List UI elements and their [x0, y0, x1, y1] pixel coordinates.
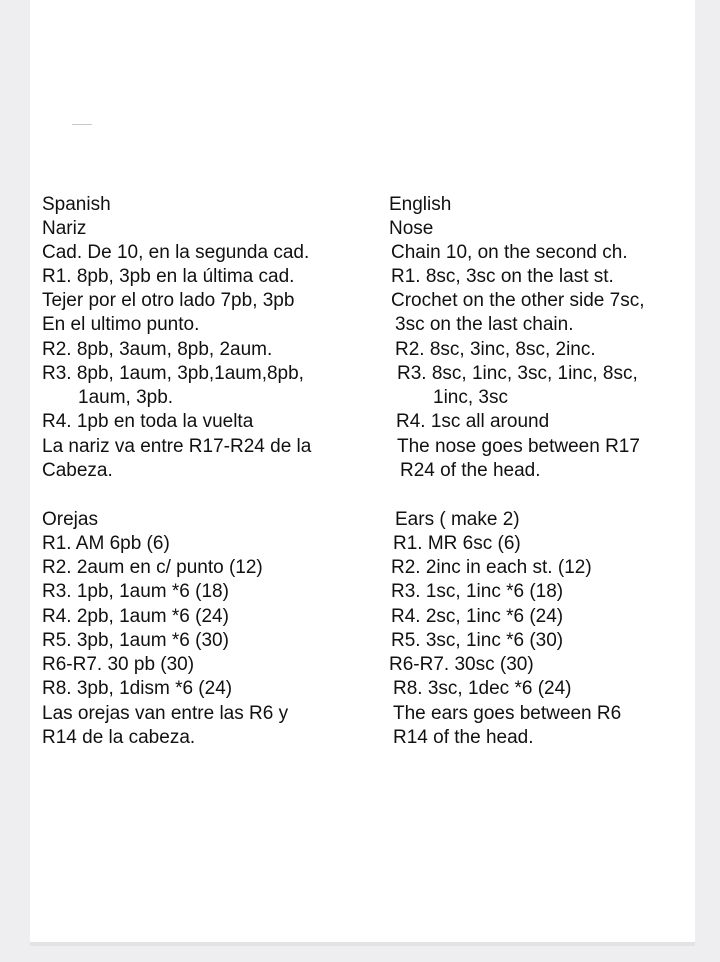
- english-line: R6-R7. 30sc (30): [389, 654, 534, 675]
- english-line: R3. 8sc, 1inc, 3sc, 1inc, 8sc,: [397, 363, 638, 384]
- spanish-line: R1. AM 6pb (6): [42, 533, 170, 554]
- document-page: [30, 0, 695, 942]
- english-section-ears: Ears ( make 2): [395, 509, 520, 530]
- spanish-line: R4. 2pb, 1aum *6 (24): [42, 606, 229, 627]
- english-line: R24 of the head.: [400, 460, 541, 481]
- english-line: R1. MR 6sc (6): [393, 533, 521, 554]
- page-shadow: [30, 942, 695, 946]
- spanish-line: R1. 8pb, 3pb en la última cad.: [42, 266, 295, 287]
- spanish-line: R2. 2aum en c/ punto (12): [42, 557, 263, 578]
- spanish-line: R5. 3pb, 1aum *6 (30): [42, 630, 229, 651]
- spanish-line: R8. 3pb, 1dism *6 (24): [42, 678, 233, 699]
- english-line: R3. 1sc, 1inc *6 (18): [391, 581, 564, 602]
- spanish-line: Cabeza.: [42, 460, 113, 481]
- english-heading: English: [389, 194, 452, 215]
- faint-dash: [72, 124, 92, 125]
- english-line: The ears goes between R6: [393, 703, 622, 724]
- spanish-line: R6-R7. 30 pb (30): [42, 654, 195, 675]
- spanish-line: R3. 8pb, 1aum, 3pb,1aum,8pb,: [42, 363, 304, 384]
- english-line: R8. 3sc, 1dec *6 (24): [393, 678, 572, 699]
- english-line: R14 of the head.: [393, 727, 534, 748]
- english-line: Crochet on the other side 7sc,: [391, 290, 645, 311]
- spanish-section-nariz: Nariz: [42, 218, 87, 239]
- spanish-line: Cad. De 10, en la segunda cad.: [42, 242, 310, 263]
- english-line: R4. 1sc all around: [396, 411, 550, 432]
- spanish-line: R4. 1pb en toda la vuelta: [42, 411, 254, 432]
- english-line: R4. 2sc, 1inc *6 (24): [391, 606, 564, 627]
- english-line: R1. 8sc, 3sc on the last st.: [391, 266, 614, 287]
- spanish-line: La nariz va entre R17-R24 de la: [42, 436, 312, 457]
- english-section-nose: Nose: [389, 218, 434, 239]
- english-line: The nose goes between R17: [397, 436, 640, 457]
- english-line: R5. 3sc, 1inc *6 (30): [391, 630, 564, 651]
- spanish-line: R3. 1pb, 1aum *6 (18): [42, 581, 229, 602]
- spanish-line: Las orejas van entre las R6 y: [42, 703, 289, 724]
- spanish-line: R14 de la cabeza.: [42, 727, 196, 748]
- spanish-line: 1aum, 3pb.: [78, 387, 174, 408]
- english-line: Chain 10, on the second ch.: [391, 242, 628, 263]
- spanish-section-orejas: Orejas: [42, 509, 98, 530]
- english-line: R2. 2inc in each st. (12): [391, 557, 592, 578]
- spanish-line: En el ultimo punto.: [42, 314, 200, 335]
- english-line: R2. 8sc, 3inc, 8sc, 2inc.: [395, 339, 596, 360]
- spanish-line: R2. 8pb, 3aum, 8pb, 2aum.: [42, 339, 273, 360]
- english-line: 3sc on the last chain.: [395, 314, 574, 335]
- spanish-line: Tejer por el otro lado 7pb, 3pb: [42, 290, 295, 311]
- spanish-heading: Spanish: [42, 194, 111, 215]
- english-line: 1inc, 3sc: [433, 387, 508, 408]
